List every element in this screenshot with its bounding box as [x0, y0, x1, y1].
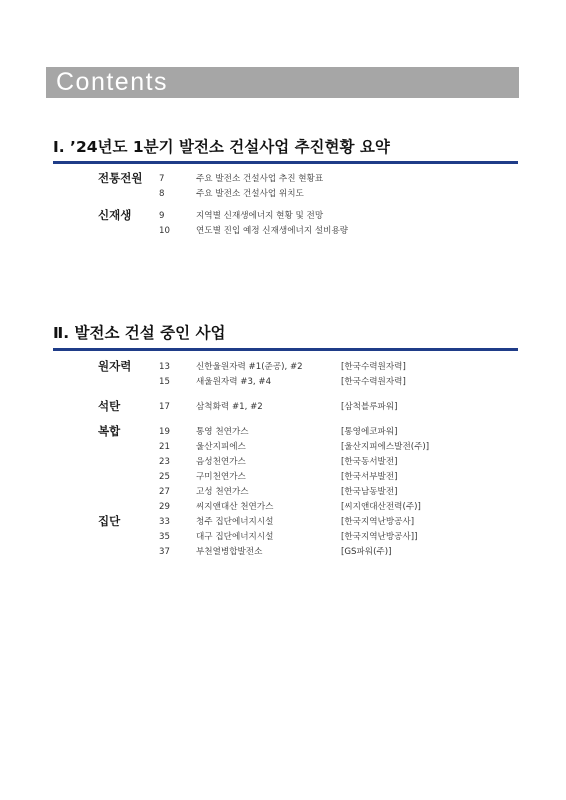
toc-item-organization: [GS파워(주)] [341, 547, 392, 557]
toc-page-number[interactable]: 23 [159, 457, 170, 467]
toc-item-title[interactable]: 주요 발전소 건설사업 추진 현황표 [196, 174, 324, 184]
section-1-rule [53, 161, 518, 164]
toc-item-organization: [한국서부발전] [341, 472, 398, 482]
toc-page-number[interactable]: 33 [159, 517, 170, 527]
toc-item-organization: [삼척블루파워] [341, 402, 398, 412]
toc-page-number[interactable]: 19 [159, 427, 170, 437]
toc-page-number[interactable]: 37 [159, 547, 170, 557]
toc-item-title[interactable]: 새울원자력 #3, #4 [196, 377, 272, 387]
toc-page-number[interactable]: 21 [159, 442, 170, 452]
toc-item-title[interactable]: 지역별 신재생에너지 현황 및 전망 [196, 211, 324, 221]
section-1-heading[interactable]: Ⅰ. ’24년도 1분기 발전소 건설사업 추진현황 요약 [53, 138, 390, 156]
category-traditional-power: 전통전원 [98, 171, 143, 185]
toc-page-number[interactable]: 27 [159, 487, 170, 497]
toc-page-number[interactable]: 10 [159, 226, 170, 236]
contents-title: Contents [56, 68, 169, 96]
toc-page-number[interactable]: 17 [159, 402, 170, 412]
toc-item-title[interactable]: 신한울원자력 #1(준공), #2 [196, 362, 303, 372]
category-district-energy: 집단 [98, 514, 121, 528]
section-2-rule [53, 348, 518, 351]
toc-item-organization: [한국수력원자력] [341, 377, 406, 387]
category-renewable: 신재생 [98, 208, 132, 222]
toc-item-organization: [한국수력원자력] [341, 362, 406, 372]
toc-item-title[interactable]: 통영 천연가스 [196, 427, 249, 437]
toc-page-number[interactable]: 35 [159, 532, 170, 542]
toc-item-organization: [씨지앤대산전력(주)] [341, 502, 421, 512]
toc-page-number[interactable]: 8 [159, 189, 165, 199]
toc-item-title[interactable]: 삼척화력 #1, #2 [196, 402, 263, 412]
toc-item-title[interactable]: 부천열병합발전소 [196, 547, 263, 557]
toc-page-number[interactable]: 7 [159, 174, 165, 184]
toc-page-number[interactable]: 9 [159, 211, 165, 221]
toc-item-organization: [한국지역난방공사] [341, 517, 415, 527]
category-coal: 석탄 [98, 399, 121, 413]
toc-item-title[interactable]: 주요 발전소 건설사업 위치도 [196, 189, 304, 199]
toc-page-number[interactable]: 15 [159, 377, 170, 387]
toc-item-organization: [울산지피에스발전(주)] [341, 442, 430, 452]
toc-page-number[interactable]: 29 [159, 502, 170, 512]
section-2-heading[interactable]: Ⅱ. 발전소 건설 중인 사업 [53, 324, 226, 342]
toc-page-number[interactable]: 25 [159, 472, 170, 482]
category-combined: 복합 [98, 424, 121, 438]
toc-item-title[interactable]: 울산지피에스 [196, 442, 246, 452]
toc-item-title[interactable]: 고성 천연가스 [196, 487, 249, 497]
toc-item-title[interactable]: 연도별 진입 예정 신재생에너지 설비용량 [196, 226, 349, 236]
contents-banner [46, 67, 519, 98]
toc-item-title[interactable]: 대구 집단에너지시설 [196, 532, 274, 542]
toc-item-title[interactable]: 청주 집단에너지시설 [196, 517, 274, 527]
toc-item-organization: [한국동서발전] [341, 457, 398, 467]
category-nuclear: 원자력 [98, 359, 132, 373]
toc-item-organization: [통영에코파워] [341, 427, 398, 437]
toc-item-title[interactable]: 음성천연가스 [196, 457, 246, 467]
toc-item-title[interactable]: 씨지앤대산 천연가스 [196, 502, 274, 512]
toc-page-number[interactable]: 13 [159, 362, 170, 372]
toc-item-title[interactable]: 구미천연가스 [196, 472, 246, 482]
toc-item-organization: [한국지역난방공사]] [341, 532, 418, 542]
toc-item-organization: [한국남동발전] [341, 487, 398, 497]
